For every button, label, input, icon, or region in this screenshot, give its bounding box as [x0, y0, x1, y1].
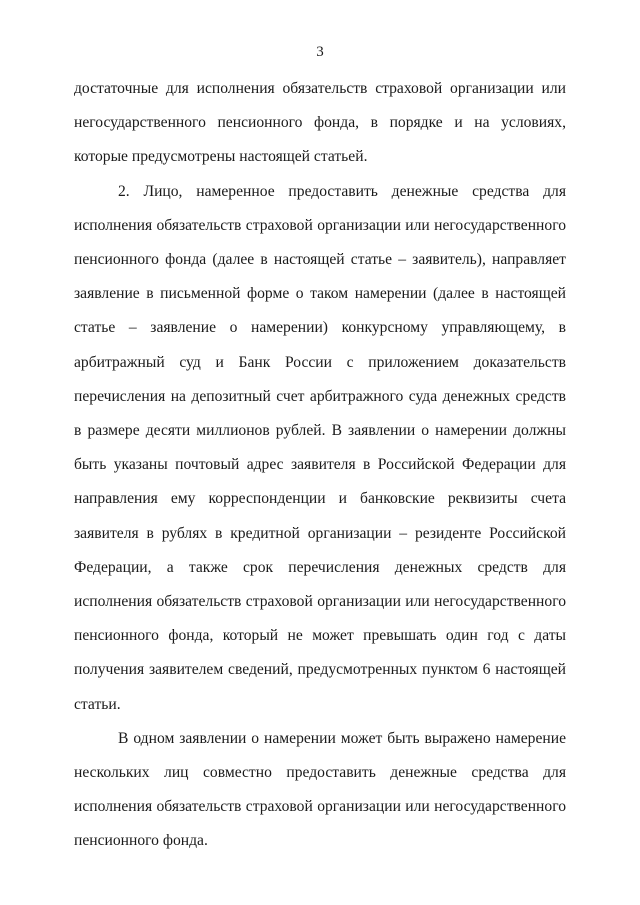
page-number: 3: [316, 44, 324, 60]
paragraph-clause-2: 2. Лицо, намеренное предоставить денежные средства для исполнения обязательств страховой организации или негосударственного пенсионного фонда (далее в настоящей статье – заявитель), направляет заявление в письменной форме о таком намерении (далее в настоящей статье – заявление о намерении) конкурсному управляющему, в арбитражный суд и Банк России с приложением доказательств перечисления на депозитный счет арбитражного суда денежных средств в размере десяти миллионов рублей. В заявлении о намерении должны быть указаны почтовый адрес заявителя в Российской Федерации для направления ему корреспонденции и банковские реквизиты счета заявителя в рублях в кредитной организации – резиденте Российской Федерации, а также срок перечисления денежных средств для исполнения обязательств страховой организации или негосударственного пенсионного фонда, который не может превышать один год с даты получения заявителем сведений, предусмотренных пунктом 6 настоящей статьи.: [74, 182, 566, 713]
paragraph-continuation: достаточные для исполнения обязательств страховой организации или негосударственного пенсионного фонда, в порядке и на условиях, которые предусмотрены настоящей статьей.: [74, 80, 566, 166]
document-body: [74, 72, 566, 859]
paragraph-joint-application: В одном заявлении о намерении может быть выражено намерение нескольких лиц совместно предоставить денежные средства для исполнения обязательств страховой организации или негосударственного пенсионного фонда.: [74, 729, 566, 850]
